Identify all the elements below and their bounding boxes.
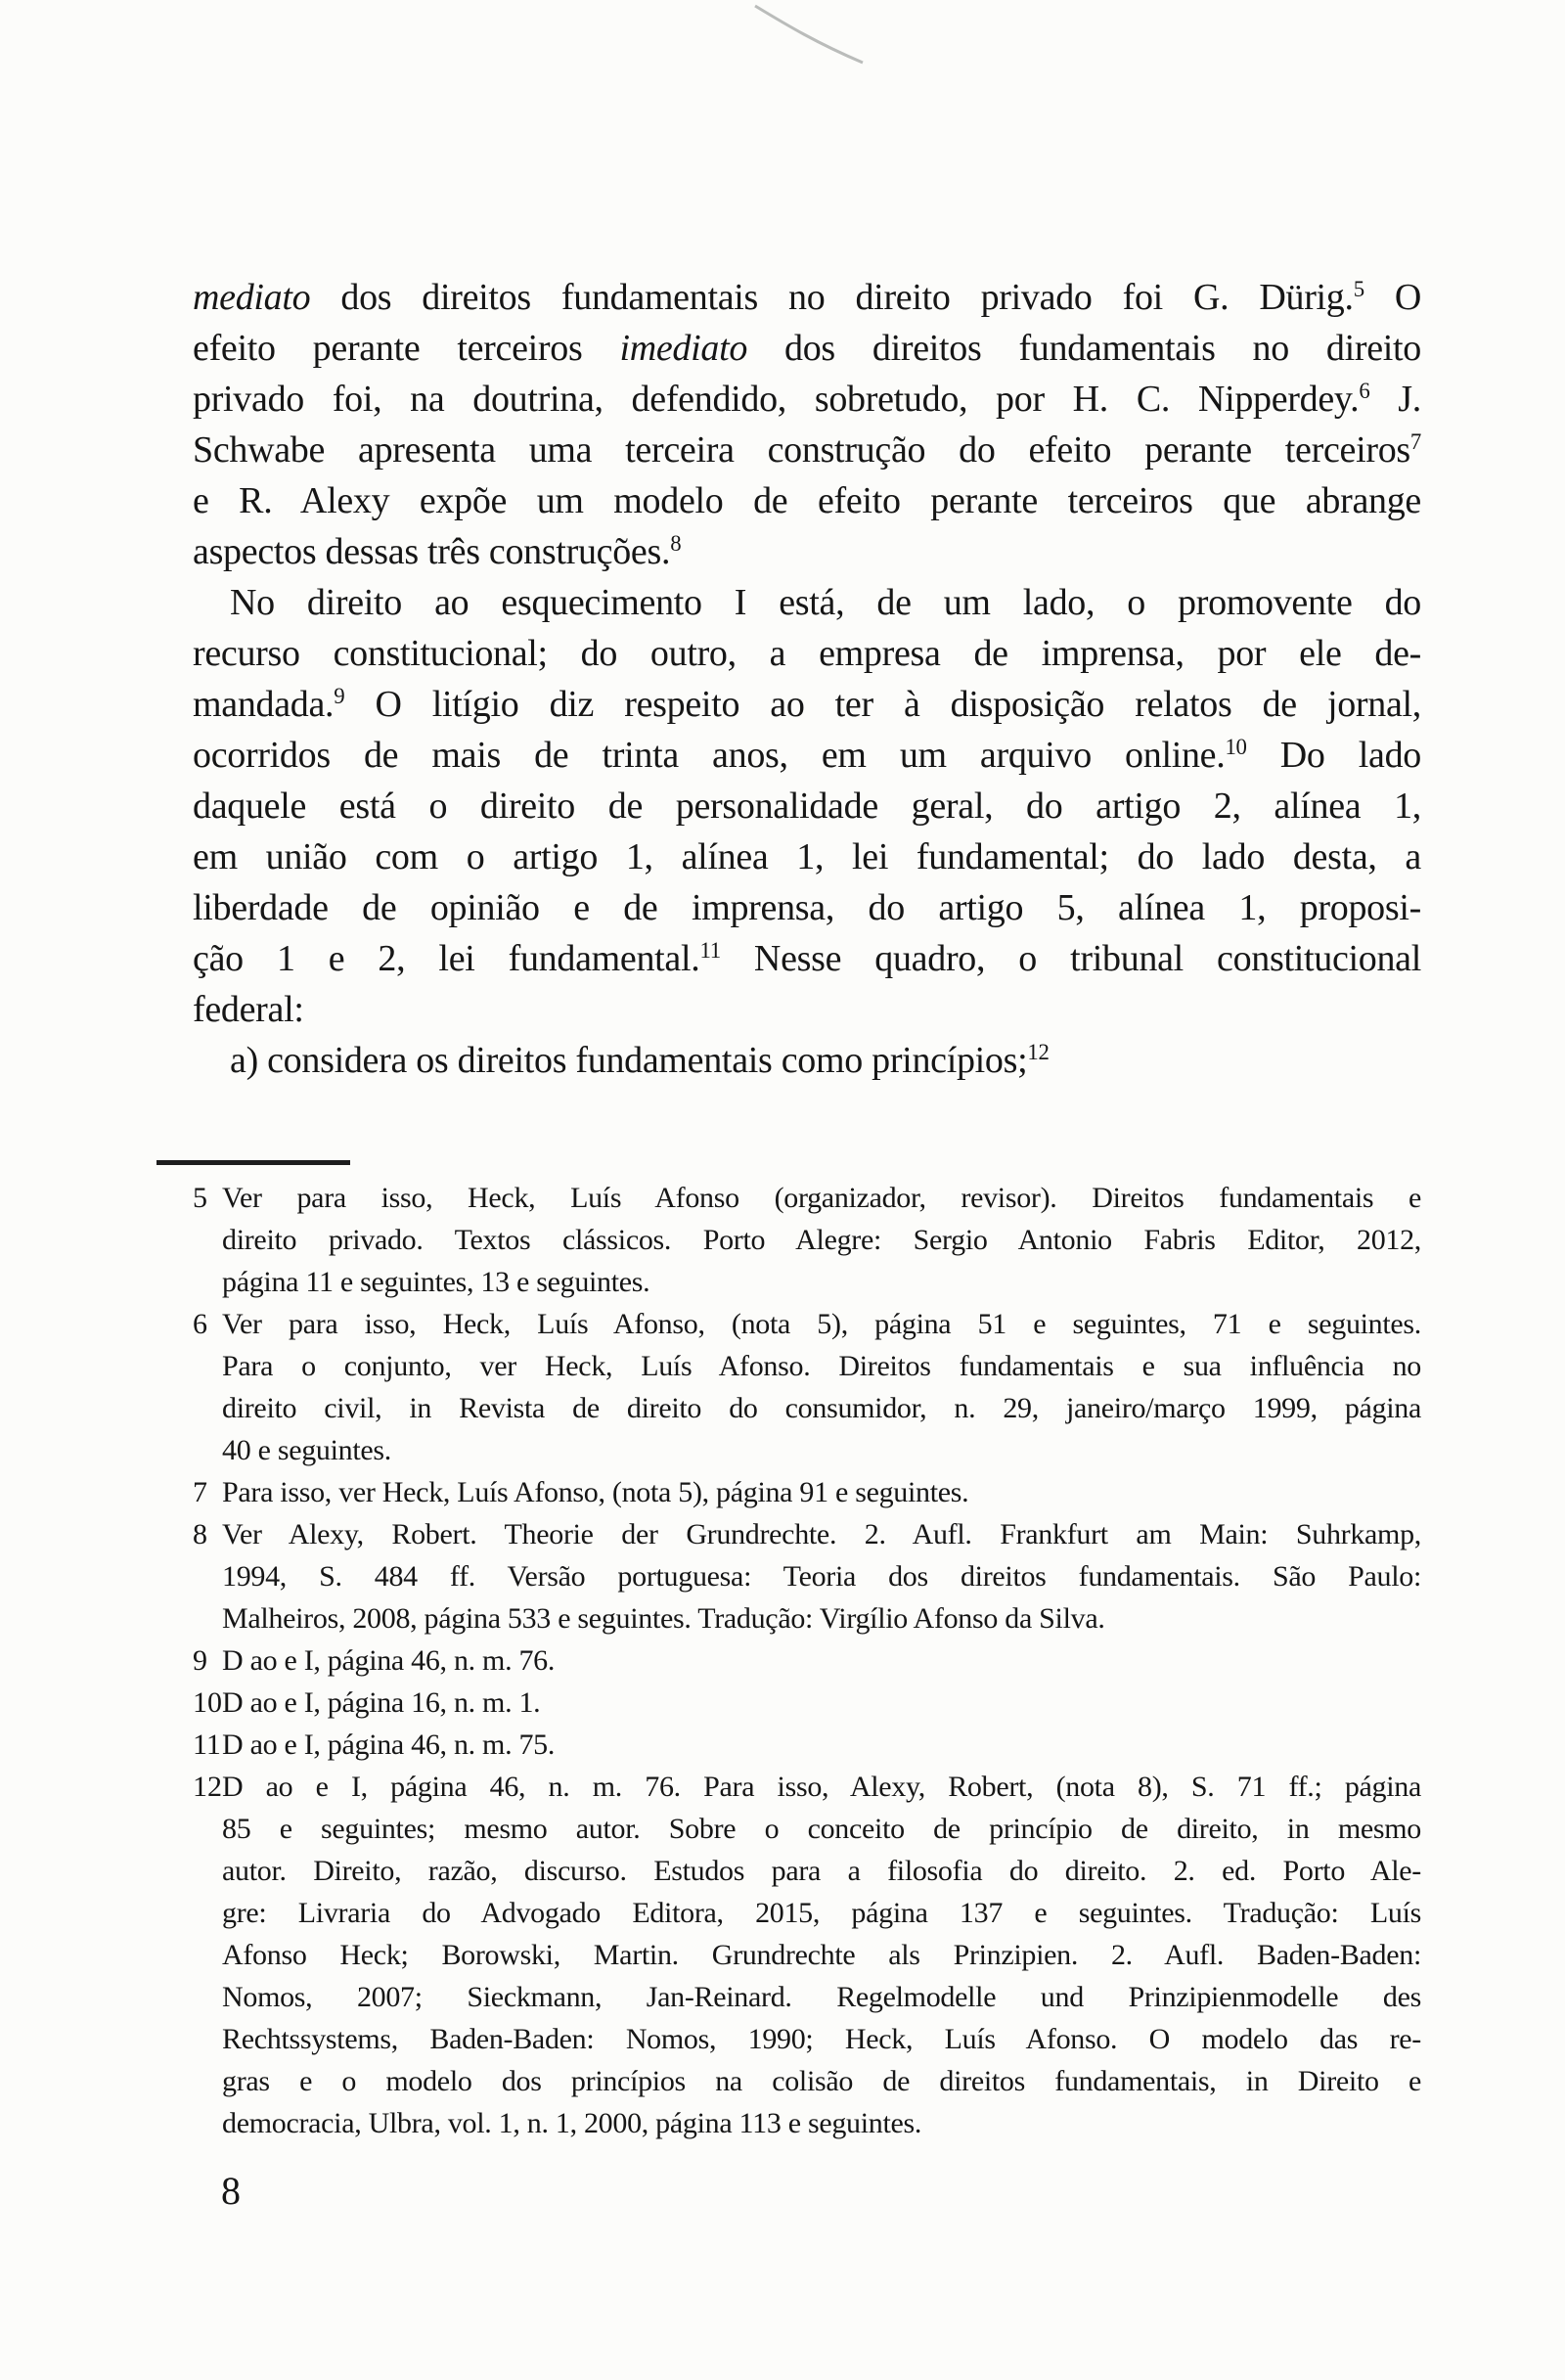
text-line: daquele está o direito de personalidade geral, do artigo 2, alínea 1, [193, 786, 1421, 827]
text-line: gras e o modelo dos princípios na colisão de direitos fundamentais, in Direito e [222, 2065, 1421, 2097]
footnote [193, 1639, 1421, 1682]
footnote-number: 6 [193, 1308, 207, 1340]
footnote-separator [156, 1160, 350, 1165]
text-line: D ao e I, página 46, n. m. 75. [222, 1729, 556, 1761]
paragraph [193, 577, 1421, 1035]
text-line: Rechtssystems, Baden-Baden: Nomos, 1990; Heck, Luís Afonso. O modelo das re- [222, 2023, 1421, 2055]
footnote [193, 1766, 1421, 2144]
footnotes-section [193, 1177, 1421, 2144]
text-line: gre: Livraria do Advogado Editora, 2015, página 137 e seguintes. Tradução: Luís [222, 1897, 1421, 1929]
text-line: Schwabe apresenta uma terceira construção do efeito perante terceiros$^7$ [193, 429, 1421, 471]
text-line: direito civil, in Revista de direito do consumidor, n. 29, janeiro/março 1999, página [222, 1392, 1421, 1424]
footnote [193, 1303, 1421, 1471]
text-line: direito privado. Textos clássicos. Porto Alegre: Sergio Antonio Fabris Editor, 2012, [222, 1224, 1421, 1256]
footnote [193, 1177, 1421, 1303]
text-line: federal: [193, 989, 304, 1030]
page-number: 8 [221, 2169, 241, 2213]
scan-artifact-mark [734, 0, 890, 78]
text-line: democracia, Ulbra, vol. 1, n. 1, 2000, página 113 e seguintes. [222, 2107, 922, 2139]
footnote-number: 9 [193, 1644, 207, 1677]
footnote [193, 1724, 1421, 1766]
footnote-number: 5 [193, 1182, 207, 1214]
text-line: aspectos dessas três construções.$^8$ [193, 531, 682, 572]
text-line: privado foi, na doutrina, defendido, sobretudo, por H. C. Nipperdey.$^6$ J. [193, 379, 1421, 420]
footnote-number: 10 [193, 1686, 222, 1719]
text-line: Afonso Heck; Borowski, Martin. Grundrechte als Prinzipien. 2. Aufl. Baden-Baden: [222, 1939, 1421, 1971]
footnote-number: 11 [193, 1729, 221, 1761]
text-line: D ao e I, página 46, n. m. 76. Para isso, Alexy, Robert, (nota 8), S. 71 ff.; página [222, 1771, 1421, 1803]
text-line: 40 e seguintes. [222, 1434, 391, 1466]
footnote-number: 12 [193, 1771, 222, 1803]
body-text [193, 272, 1421, 1086]
text-line: 1994, S. 484 ff. Versão portuguesa: Teoria dos direitos fundamentais. São Paulo: [222, 1560, 1421, 1593]
text-line: Para isso, ver Heck, Luís Afonso, (nota 5), página 91 e seguintes. [222, 1476, 969, 1508]
text-line: ocorridos de mais de trinta anos, em um arquivo online.$^{10}$ Do lado [193, 735, 1421, 776]
footnote [193, 1513, 1421, 1639]
text-line: em união com o artigo 1, alínea 1, lei fundamental; do lado desta, a [193, 836, 1421, 877]
text-line: Para o conjunto, ver Heck, Luís Afonso. Direitos fundamentais e sua influência no [222, 1350, 1421, 1382]
footnote [193, 1682, 1421, 1724]
text-line: a) considera os direitos fundamentais como princípios;$^{12}$ [230, 1040, 1050, 1081]
footnote [193, 1471, 1421, 1513]
text-line: Ver para isso, Heck, Luís Afonso (organizador, revisor). Direitos fundamentais e [222, 1182, 1421, 1214]
text-line: 85 e seguintes; mesmo autor. Sobre o conceito de princípio de direito, in mesmo [222, 1813, 1421, 1845]
text-line: mediato dos direitos fundamentais no direito privado foi G. Dürig.$^5$ O [193, 277, 1421, 318]
text-line: liberdade de opinião e de imprensa, do artigo 5, alínea 1, proposi- [193, 887, 1421, 928]
text-line: D ao e I, página 16, n. m. 1. [222, 1686, 541, 1719]
text-line: página 11 e seguintes, 13 e seguintes. [222, 1266, 650, 1298]
footnote-number: 7 [193, 1476, 207, 1508]
text-line: ção 1 e 2, lei fundamental.$^{11}$ Nesse quadro, o tribunal constitucional [193, 938, 1421, 979]
text-line: recurso constitucional; do outro, a empresa de imprensa, por ele de- [193, 633, 1421, 674]
text-line: No direito ao esquecimento I está, de um lado, o promovente do [230, 582, 1421, 623]
paragraph [193, 272, 1421, 577]
text-line: Malheiros, 2008, página 533 e seguintes. Tradução: Virgílio Afonso da Silva. [222, 1602, 1105, 1635]
footnote-number: 8 [193, 1518, 207, 1550]
text-line: Ver para isso, Heck, Luís Afonso, (nota 5), página 51 e seguintes, 71 e seguintes. [222, 1308, 1421, 1340]
text-line: Ver Alexy, Robert. Theorie der Grundrechte. 2. Aufl. Frankfurt am Main: Suhrkamp, [222, 1518, 1421, 1550]
text-line: Nomos, 2007; Sieckmann, Jan-Reinard. Regelmodelle und Prinzipienmodelle des [222, 1981, 1421, 2013]
text-line: efeito perante terceiros imediato dos direitos fundamentais no direito [193, 328, 1421, 369]
text-line: D ao e I, página 46, n. m. 76. [222, 1644, 556, 1677]
paragraph [193, 1035, 1421, 1086]
text-line: e R. Alexy expõe um modelo de efeito perante terceiros que abrange [193, 480, 1421, 521]
text-line: mandada.$^9$ O litígio diz respeito ao ter à disposição relatos de jornal, [193, 684, 1421, 725]
text-line: autor. Direito, razão, discurso. Estudos para a filosofia do direito. 2. ed. Porto Ale- [222, 1855, 1421, 1887]
